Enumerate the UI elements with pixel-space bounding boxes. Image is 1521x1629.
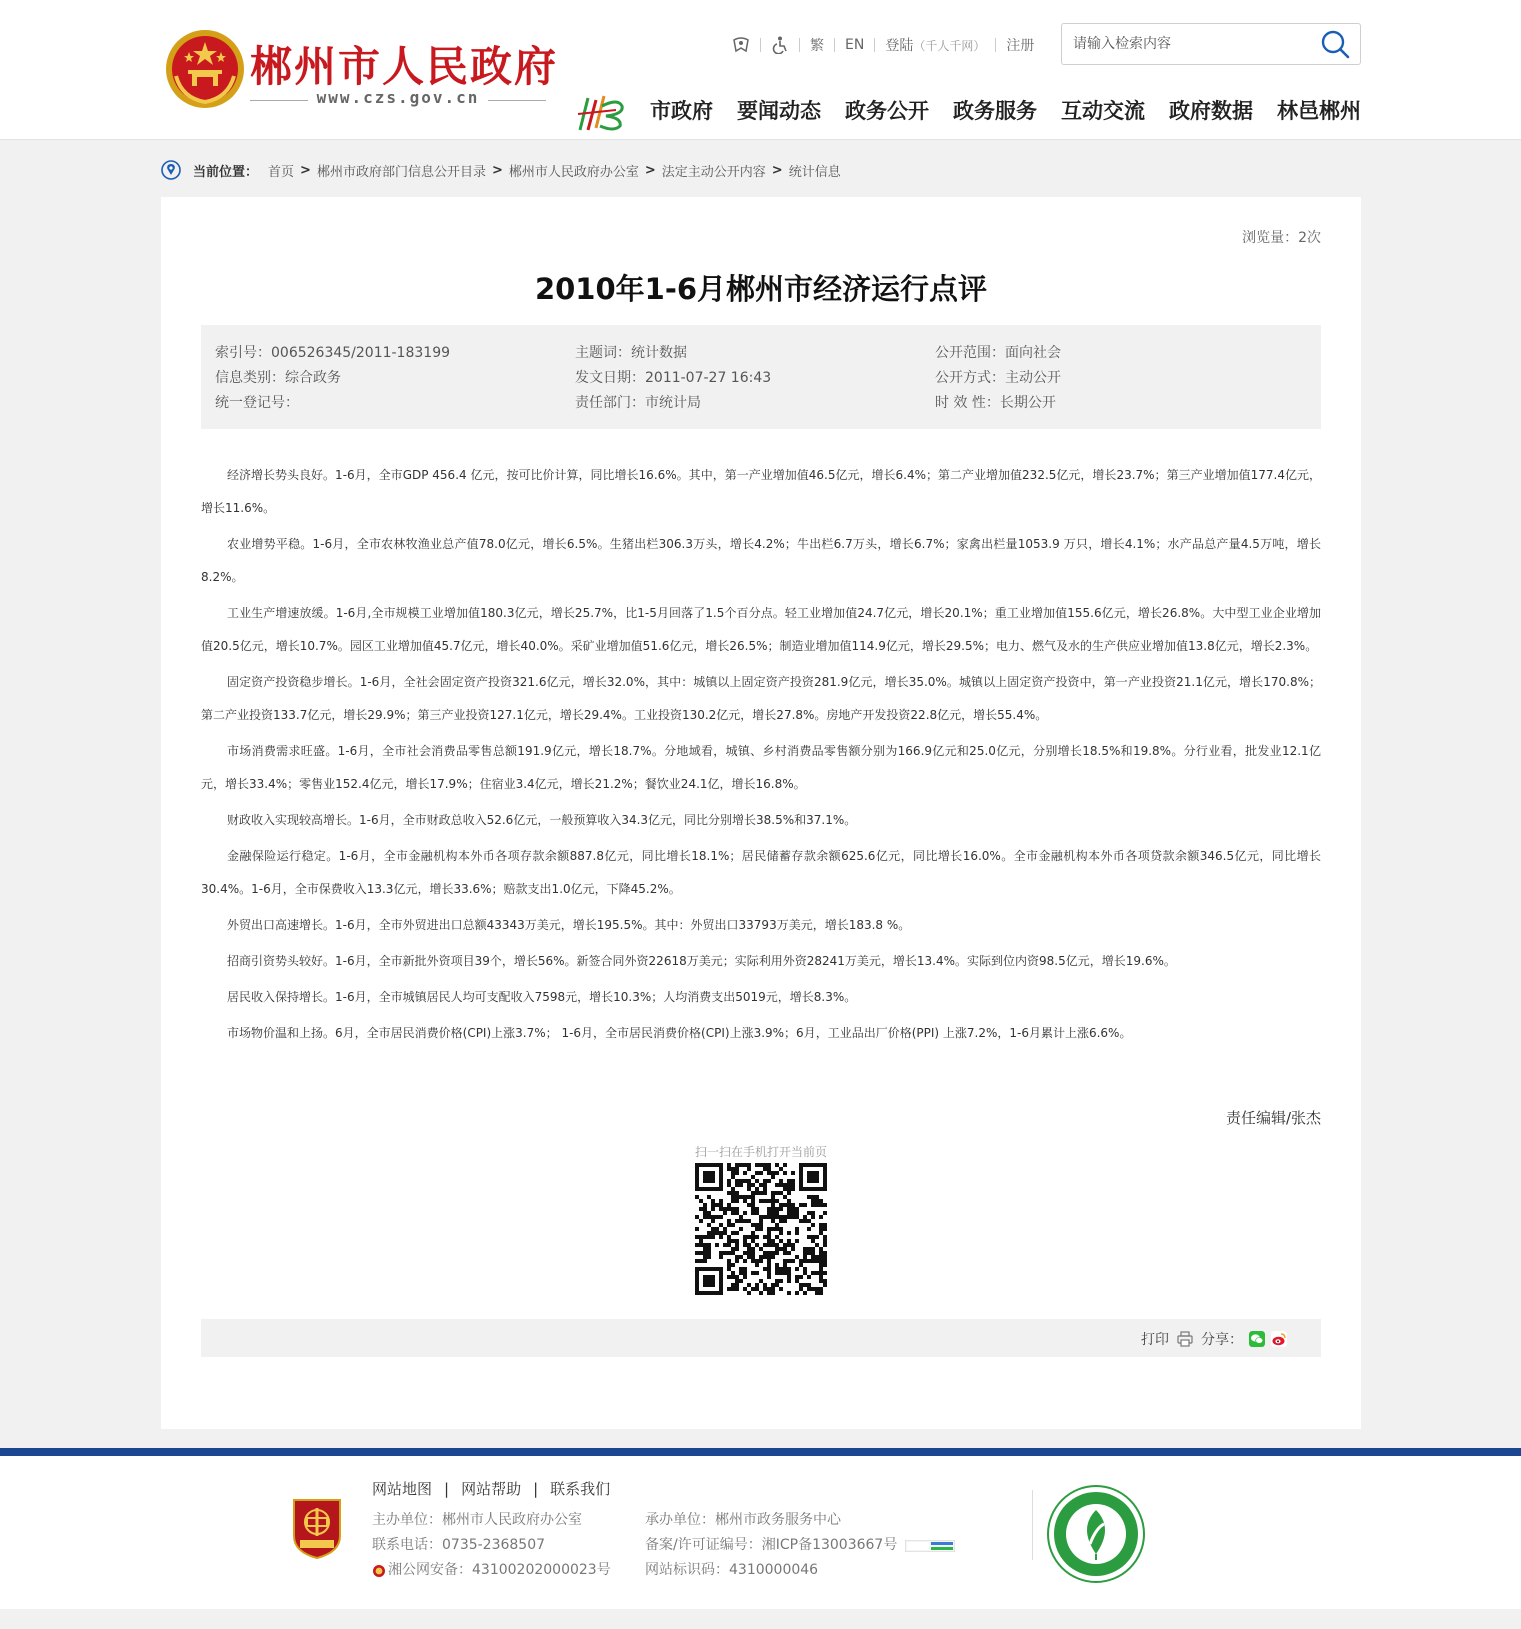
qr-caption: 扫一扫在手机打开当前页 bbox=[694, 1145, 827, 1159]
meta-date: 发文日期：2011-07-27 16:43 bbox=[575, 370, 772, 386]
print-label: 打印 bbox=[1141, 1332, 1169, 1348]
footer-bottom-strip bbox=[0, 1609, 1521, 1629]
meta-method: 公开方式：主动公开 bbox=[935, 370, 1061, 386]
share-bar bbox=[201, 1319, 1321, 1357]
breadcrumb-statistics[interactable]: 统计信息 bbox=[788, 164, 841, 180]
search-input[interactable] bbox=[1062, 24, 1312, 64]
breadcrumb-separator: > bbox=[491, 162, 503, 178]
footer-divider bbox=[1032, 1490, 1033, 1560]
breadcrumb-separator: > bbox=[300, 162, 311, 178]
party-government-badge-icon[interactable] bbox=[290, 1496, 344, 1560]
footer-link-separator: | bbox=[444, 1479, 450, 1498]
breadcrumb-label: 当前位置： bbox=[193, 164, 259, 180]
share-group bbox=[1201, 1329, 1287, 1349]
login-note: （千人千网） bbox=[913, 38, 986, 53]
national-emblem-icon[interactable] bbox=[164, 28, 246, 110]
printer-icon bbox=[1177, 1331, 1193, 1347]
nav-item-government[interactable]: 市政府 bbox=[650, 99, 713, 123]
main-nav bbox=[650, 96, 1361, 126]
footer-police-text: 湘公网安备：43100202000023号 bbox=[388, 1562, 611, 1578]
article-paragraph: 外贸出口高速增长。1-6月，全市外贸进出口总额43343万美元，增长195.5%。其中：外贸出口33793万美元，增长183.8 %。 bbox=[227, 918, 911, 932]
qr-code-icon bbox=[695, 1163, 827, 1295]
meta-dept: 责任部门：市统计局 bbox=[575, 395, 701, 411]
nav-item-linyi-chenzhou[interactable]: 林邑郴州 bbox=[1277, 99, 1361, 123]
footer-organizer: 承办单位：郴州市政务服务中心 bbox=[645, 1512, 841, 1528]
header-toolbar bbox=[722, 34, 1044, 56]
breadcrumb-separator: > bbox=[644, 162, 656, 178]
nav-item-news[interactable]: 要闻动态 bbox=[737, 99, 821, 123]
footer-links bbox=[372, 1478, 610, 1499]
breadcrumb-separator: > bbox=[771, 162, 783, 178]
meta-index-no: 索引号：006526345/2011-183199 bbox=[215, 345, 451, 361]
article-paragraph: 招商引资势头较好。1-6月，全市新批外资项目39个，增长56%。新签合同外资22618万美元；实际利用外资28241万美元，增长13.4%。实际到位内资98.5亿元，增长19.6%。 bbox=[227, 954, 1176, 968]
footer-divider-line bbox=[0, 1448, 1521, 1456]
footer-icp[interactable] bbox=[645, 1533, 955, 1558]
nav-item-interaction[interactable]: 互动交流 bbox=[1061, 99, 1145, 123]
print-button[interactable] bbox=[1141, 1329, 1193, 1349]
accessibility-mode[interactable] bbox=[761, 38, 800, 52]
article-paragraph: 市场消费需求旺盛。1-6月，全市社会消费品零售总额191.9亿元，增长18.7%。分地域看，城镇、乡村消费品零售额分别为166.9亿元和25.0亿元，分别增长18.5%和19.8%。分行业看，批发业12.1亿元，增长33.4%；零售业152.4亿元，增长17.9%；住宿业3.4亿元，增长21.2%；餐饮业24.1亿，增长16.8%。 bbox=[201, 744, 1321, 791]
footer-info-left bbox=[372, 1508, 611, 1583]
responsible-editor: 责任编辑/张杰 bbox=[1225, 1109, 1321, 1127]
site-title[interactable]: 郴州市人民政府 bbox=[250, 42, 559, 91]
reader-icon bbox=[732, 37, 750, 53]
civilization-city-badge-icon[interactable] bbox=[1046, 1484, 1146, 1584]
footer-phone: 联系电话：0735-2368507 bbox=[372, 1537, 546, 1553]
search-box bbox=[1061, 23, 1361, 65]
share-label: 分享： bbox=[1201, 1332, 1243, 1348]
breadcrumb-home[interactable]: 首页 bbox=[268, 164, 295, 180]
footer-info-right bbox=[645, 1508, 955, 1583]
weibo-icon[interactable] bbox=[1271, 1331, 1287, 1347]
city-mark-icon bbox=[576, 92, 628, 134]
register-link[interactable]: 注册 bbox=[1006, 38, 1035, 54]
search-icon[interactable] bbox=[1318, 28, 1352, 60]
breadcrumb-office[interactable]: 郴州市人民政府办公室 bbox=[508, 164, 639, 180]
footer-icp-text: 备案/许可证编号：湘ICP备13003667号 bbox=[645, 1537, 898, 1553]
nav-item-public-affairs[interactable]: 政务公开 bbox=[845, 99, 929, 123]
article-paragraph: 财政收入实现较高增长。1-6月，全市财政总收入52.6亿元，一般预算收入34.3亿元，同比分别增长38.5%和37.1%。 bbox=[227, 813, 857, 827]
breadcrumb bbox=[161, 158, 841, 182]
article-paragraph: 工业生产增速放缓。1-6月,全市规模工业增加值180.3亿元，增长25.7%，比1-5月回落了1.5个百分点。轻工业增加值24.7亿元，增长20.1%；重工业增加值155.6亿元，增长26.8%。大中型工业企业增加值20.5亿元，增长10.7%。园区工业增加值45.7亿元，增长40.0%。采矿业增加值51.6亿元，增长26.5%；制造业增加值114.9亿元，增长29.5%；电力、燃气及水的生产供应业增加值13.8亿元，增长2.3%。 bbox=[201, 606, 1321, 653]
nav-item-data[interactable]: 政府数据 bbox=[1169, 99, 1253, 123]
site-header bbox=[0, 0, 1521, 140]
footer-link-sitemap[interactable]: 网站地图 bbox=[372, 1480, 433, 1498]
meta-reg-no: 统一登记号： bbox=[215, 395, 299, 411]
article-paragraph: 农业增势平稳。1-6月，全市农林牧渔业总产值78.0亿元，增长6.5%。生猪出栏306.3万头，增长4.2%；牛出栏6.7万头，增长6.7%；家禽出栏量1053.9 万只，增长4.1%；水产品总产量4.5万吨，增长8.2%。 bbox=[201, 537, 1321, 584]
article-paragraph: 金融保险运行稳定。1-6月，全市金融机构本外币各项存款余额887.8亿元，同比增长18.1%；居民储蓄存款余额625.6亿元，同比增长16.0%。全市金融机构本外币各项贷款余额346.5亿元，同比增长30.4%。1-6月，全市保费收入13.3亿元，增长33.6%；赔款支出1.0亿元，下降45.2%。 bbox=[201, 849, 1321, 896]
traditional-chinese-link[interactable]: 繁 bbox=[800, 38, 835, 52]
view-count: 浏览量：2次 bbox=[1242, 230, 1321, 246]
login-label: 登陆 bbox=[885, 38, 914, 54]
wechat-icon[interactable] bbox=[1249, 1331, 1265, 1347]
police-badge-icon bbox=[372, 1564, 386, 1578]
login-link[interactable] bbox=[875, 38, 996, 52]
meta-validity: 时 效 性：长期公开 bbox=[935, 395, 1056, 411]
footer-link-separator: | bbox=[533, 1479, 539, 1498]
footer-site-id: 网站标识码：4310000046 bbox=[645, 1562, 819, 1578]
article-paragraph: 固定资产投资稳步增长。1-6月，全社会固定资产投资321.6亿元，增长32.0%，其中：城镇以上固定资产投资281.9亿元，增长35.0%。城镇以上固定资产投资中，第一产业投资21.1亿元，增长170.8%；第二产业投资133.7亿元，增长29.9%；第三产业投资127.1亿元，增长29.4%。工业投资130.2亿元，增长27.8%。房地产开发投资22.8亿元，增长55.4%。 bbox=[201, 675, 1321, 722]
article-paragraph: 居民收入保持增长。1-6月，全市城镇居民人均可支配收入7598元，增长10.3%；人均消费支出5019元，增长8.3%。 bbox=[227, 990, 857, 1004]
footer-link-contact[interactable]: 联系我们 bbox=[550, 1480, 611, 1498]
article-card bbox=[161, 197, 1361, 1429]
article-paragraph: 市场物价温和上扬。6月，全市居民消费价格(CPI)上涨3.7%； 1-6月，全市居民消费价格(CPI)上涨3.9%；6月，工业品出厂价格(PPI) 上涨7.2%，1-6月累计上涨6.6%。 bbox=[227, 1026, 1132, 1040]
accessibility-reader[interactable] bbox=[722, 38, 761, 52]
english-link[interactable]: EN bbox=[835, 38, 875, 52]
article-body bbox=[201, 459, 1321, 1053]
location-pin-icon bbox=[161, 159, 181, 181]
article-paragraph: 经济增长势头良好。1-6月，全市GDP 456.4 亿元，按可比价计算，同比增长16.6%。其中，第一产业增加值46.5亿元，增长6.4%；第二产业增加值232.5亿元，增长23.7%；第三产业增加值177.4亿元，增长11.6%。 bbox=[201, 468, 1321, 515]
cnzz-badge-icon[interactable] bbox=[905, 1540, 955, 1552]
wheelchair-icon bbox=[771, 36, 789, 54]
nav-item-services[interactable]: 政务服务 bbox=[953, 99, 1037, 123]
footer-host: 主办单位：郴州市人民政府办公室 bbox=[372, 1512, 582, 1528]
site-footer bbox=[0, 1456, 1521, 1609]
article-title: 2010年1-6月郴州市经济运行点评 bbox=[534, 272, 988, 306]
site-url: www.czs.gov.cn bbox=[250, 88, 546, 112]
meta-topic: 主题词：统计数据 bbox=[575, 345, 687, 361]
footer-link-help[interactable]: 网站帮助 bbox=[461, 1480, 522, 1498]
breadcrumb-statutory[interactable]: 法定主动公开内容 bbox=[661, 164, 766, 180]
meta-scope: 公开范围：面向社会 bbox=[935, 345, 1061, 361]
meta-category: 信息类别：综合政务 bbox=[215, 370, 341, 386]
breadcrumb-directory[interactable]: 郴州市政府部门信息公开目录 bbox=[316, 164, 486, 180]
footer-police-record[interactable] bbox=[372, 1558, 611, 1583]
article-meta-table bbox=[201, 325, 1321, 429]
